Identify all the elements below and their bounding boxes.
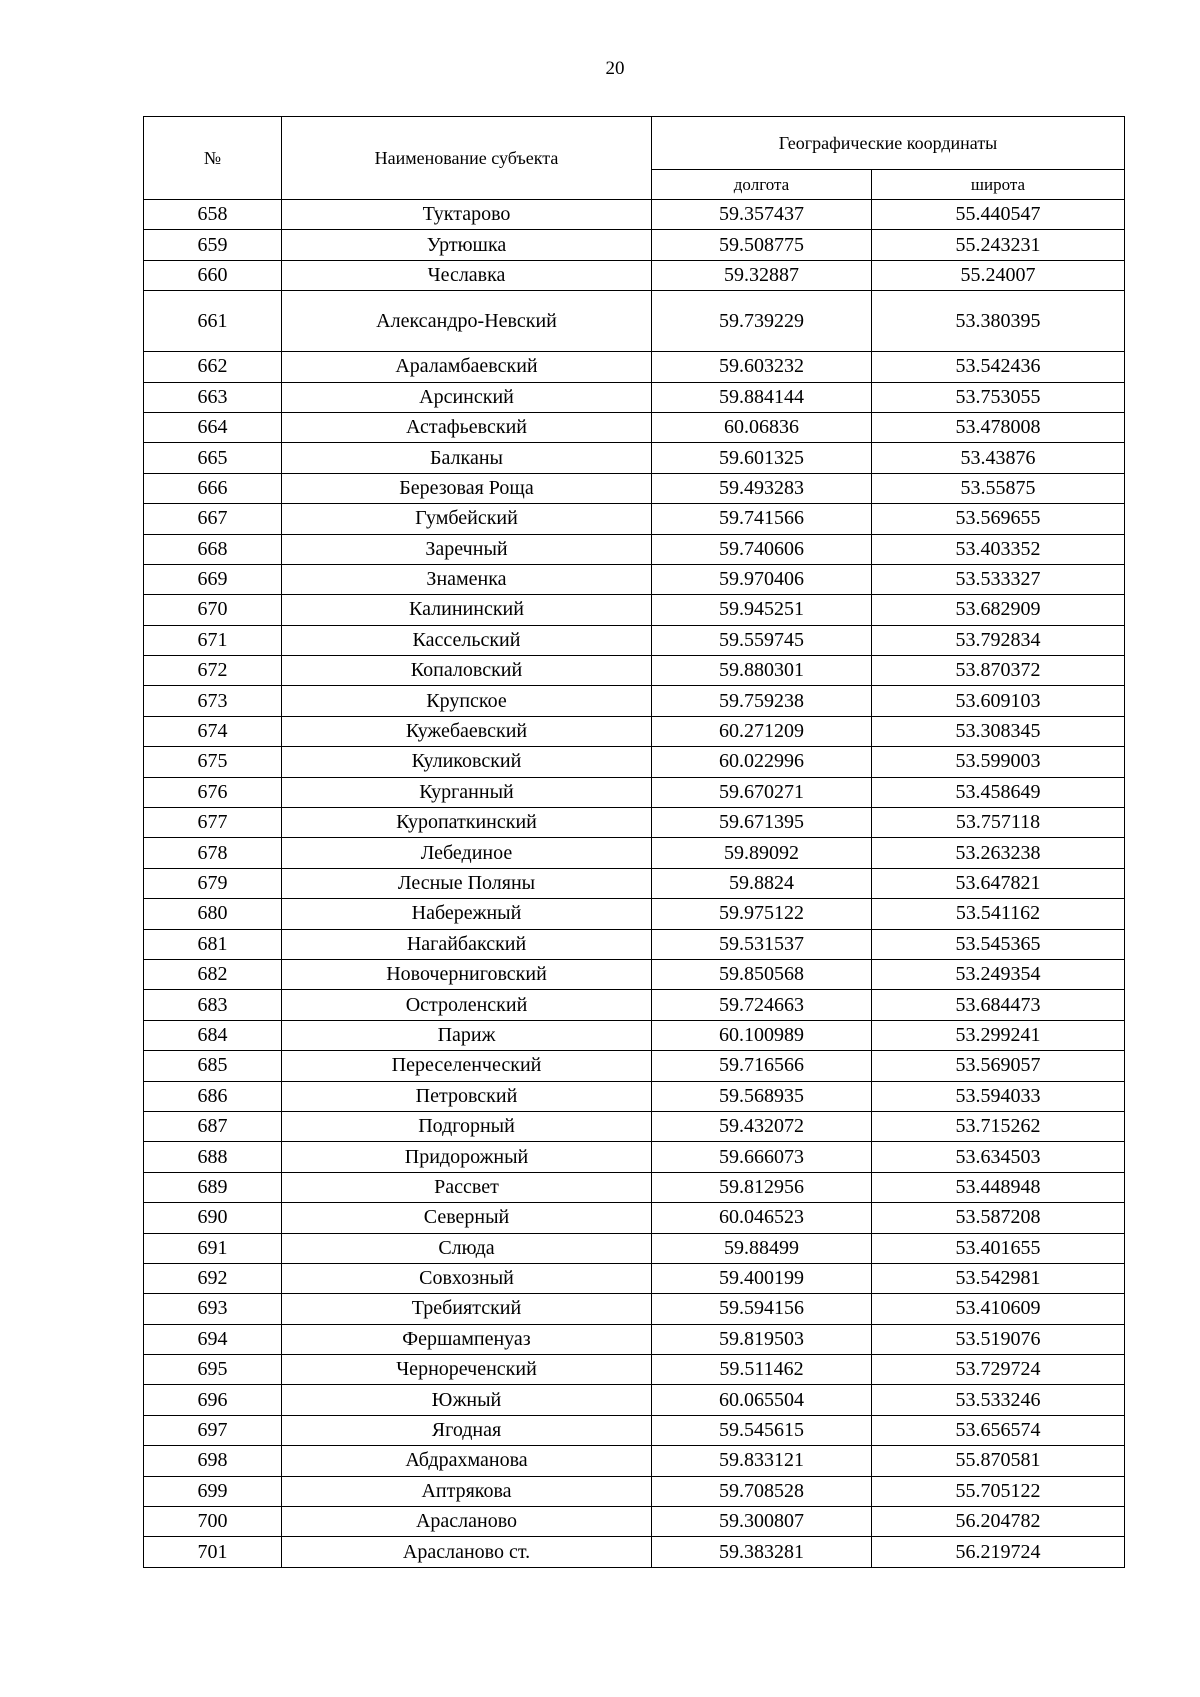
row-longitude-cell: 59.511462: [652, 1355, 872, 1385]
row-number-cell: 668: [144, 534, 282, 564]
row-latitude-cell: 56.204782: [872, 1507, 1125, 1537]
row-number-cell: 669: [144, 564, 282, 594]
row-number-cell: 679: [144, 868, 282, 898]
table-row: [144, 1446, 1125, 1476]
table-row: [144, 1051, 1125, 1081]
row-longitude-cell: 59.568935: [652, 1081, 872, 1111]
row-latitude-cell: 55.243231: [872, 230, 1125, 260]
row-name-cell: Арасланово ст.: [282, 1537, 652, 1567]
row-longitude-cell: 59.666073: [652, 1142, 872, 1172]
row-number-cell: 693: [144, 1294, 282, 1324]
row-longitude-cell: 59.559745: [652, 625, 872, 655]
row-name-cell: Куропаткинский: [282, 808, 652, 838]
row-longitude-cell: 60.065504: [652, 1385, 872, 1415]
row-longitude-cell: 59.884144: [652, 382, 872, 412]
row-number-cell: 675: [144, 747, 282, 777]
row-name-cell: Совхозный: [282, 1263, 652, 1293]
row-latitude-cell: 53.249354: [872, 959, 1125, 989]
row-latitude-cell: 53.519076: [872, 1324, 1125, 1354]
row-number-cell: 667: [144, 504, 282, 534]
row-latitude-cell: 53.682909: [872, 595, 1125, 625]
row-name-cell: Крупское: [282, 686, 652, 716]
coordinates-table: [143, 116, 1125, 1568]
table-row: [144, 1476, 1125, 1506]
table-row: [144, 443, 1125, 473]
row-number-cell: 663: [144, 382, 282, 412]
table-row: [144, 595, 1125, 625]
row-latitude-cell: 53.401655: [872, 1233, 1125, 1263]
row-latitude-cell: 53.43876: [872, 443, 1125, 473]
table-row: [144, 808, 1125, 838]
table-row: [144, 230, 1125, 260]
row-name-cell: Астафьевский: [282, 412, 652, 442]
row-longitude-cell: 59.432072: [652, 1111, 872, 1141]
row-number-cell: 690: [144, 1203, 282, 1233]
row-name-cell: Требиятский: [282, 1294, 652, 1324]
row-number-cell: 680: [144, 899, 282, 929]
row-name-cell: Париж: [282, 1020, 652, 1050]
row-latitude-cell: 55.870581: [872, 1446, 1125, 1476]
table-row: [144, 959, 1125, 989]
row-latitude-cell: 53.458649: [872, 777, 1125, 807]
row-number-cell: 677: [144, 808, 282, 838]
row-name-cell: Кужебаевский: [282, 716, 652, 746]
table-row: [144, 1385, 1125, 1415]
row-latitude-cell: 53.757118: [872, 808, 1125, 838]
row-longitude-cell: 59.493283: [652, 473, 872, 503]
table-row: [144, 1415, 1125, 1445]
row-number-cell: 700: [144, 1507, 282, 1537]
row-longitude-cell: 59.357437: [652, 200, 872, 230]
row-number-cell: 664: [144, 412, 282, 442]
row-latitude-cell: 53.569057: [872, 1051, 1125, 1081]
row-name-cell: Копаловский: [282, 656, 652, 686]
row-longitude-cell: 59.545615: [652, 1415, 872, 1445]
row-latitude-cell: 53.55875: [872, 473, 1125, 503]
header-latitude: широта: [872, 170, 1125, 200]
row-longitude-cell: 59.88499: [652, 1233, 872, 1263]
row-longitude-cell: 59.32887: [652, 260, 872, 290]
table-row: [144, 1233, 1125, 1263]
row-longitude-cell: 59.945251: [652, 595, 872, 625]
row-longitude-cell: 59.716566: [652, 1051, 872, 1081]
row-longitude-cell: 59.8824: [652, 868, 872, 898]
table-row: [144, 504, 1125, 534]
row-name-cell: Лебединое: [282, 838, 652, 868]
row-latitude-cell: 53.656574: [872, 1415, 1125, 1445]
table-row: [144, 1263, 1125, 1293]
row-number-cell: 670: [144, 595, 282, 625]
table-row: [144, 564, 1125, 594]
row-latitude-cell: 53.729724: [872, 1355, 1125, 1385]
row-longitude-cell: 59.740606: [652, 534, 872, 564]
row-name-cell: Подгорный: [282, 1111, 652, 1141]
table-row: [144, 412, 1125, 442]
table-row: [144, 1172, 1125, 1202]
row-name-cell: Петровский: [282, 1081, 652, 1111]
row-latitude-cell: 53.599003: [872, 747, 1125, 777]
row-name-cell: Аптрякова: [282, 1476, 652, 1506]
row-name-cell: Араламбаевский: [282, 352, 652, 382]
row-number-cell: 678: [144, 838, 282, 868]
row-name-cell: Нагайбакский: [282, 929, 652, 959]
table-row: [144, 868, 1125, 898]
table-body: [144, 200, 1125, 1568]
row-latitude-cell: 55.440547: [872, 200, 1125, 230]
row-name-cell: Абдрахманова: [282, 1446, 652, 1476]
row-number-cell: 688: [144, 1142, 282, 1172]
row-number-cell: 683: [144, 990, 282, 1020]
row-number-cell: 672: [144, 656, 282, 686]
row-longitude-cell: 60.06836: [652, 412, 872, 442]
row-number-cell: 701: [144, 1537, 282, 1567]
row-name-cell: Заречный: [282, 534, 652, 564]
table-row: [144, 1020, 1125, 1050]
row-number-cell: 658: [144, 200, 282, 230]
row-longitude-cell: 59.383281: [652, 1537, 872, 1567]
row-latitude-cell: 53.753055: [872, 382, 1125, 412]
table-row: [144, 352, 1125, 382]
row-longitude-cell: 60.100989: [652, 1020, 872, 1050]
row-name-cell: Северный: [282, 1203, 652, 1233]
table-row: [144, 1081, 1125, 1111]
row-number-cell: 687: [144, 1111, 282, 1141]
row-longitude-cell: 60.022996: [652, 747, 872, 777]
row-latitude-cell: 53.569655: [872, 504, 1125, 534]
row-latitude-cell: 53.870372: [872, 656, 1125, 686]
row-latitude-cell: 53.715262: [872, 1111, 1125, 1141]
row-number-cell: 685: [144, 1051, 282, 1081]
row-number-cell: 691: [144, 1233, 282, 1263]
row-longitude-cell: 59.833121: [652, 1446, 872, 1476]
row-longitude-cell: 59.759238: [652, 686, 872, 716]
row-name-cell: Арасланово: [282, 1507, 652, 1537]
row-latitude-cell: 53.542981: [872, 1263, 1125, 1293]
row-latitude-cell: 53.308345: [872, 716, 1125, 746]
row-name-cell: Южный: [282, 1385, 652, 1415]
row-number-cell: 659: [144, 230, 282, 260]
table-row: [144, 990, 1125, 1020]
table-row: [144, 1142, 1125, 1172]
row-number-cell: 676: [144, 777, 282, 807]
row-longitude-cell: 59.819503: [652, 1324, 872, 1354]
row-longitude-cell: 59.812956: [652, 1172, 872, 1202]
row-latitude-cell: 55.24007: [872, 260, 1125, 290]
row-latitude-cell: 53.587208: [872, 1203, 1125, 1233]
row-latitude-cell: 53.263238: [872, 838, 1125, 868]
row-longitude-cell: 59.508775: [652, 230, 872, 260]
row-latitude-cell: 53.634503: [872, 1142, 1125, 1172]
table-row: [144, 1111, 1125, 1141]
row-number-cell: 699: [144, 1476, 282, 1506]
row-number-cell: 689: [144, 1172, 282, 1202]
row-longitude-cell: 59.601325: [652, 443, 872, 473]
row-number-cell: 686: [144, 1081, 282, 1111]
row-latitude-cell: 53.410609: [872, 1294, 1125, 1324]
row-name-cell: Переселенческий: [282, 1051, 652, 1081]
row-number-cell: 694: [144, 1324, 282, 1354]
row-latitude-cell: 53.403352: [872, 534, 1125, 564]
row-name-cell: Ягодная: [282, 1415, 652, 1445]
row-name-cell: Гумбейский: [282, 504, 652, 534]
table-row: [144, 260, 1125, 290]
table-row: [144, 1355, 1125, 1385]
row-longitude-cell: 59.89092: [652, 838, 872, 868]
row-number-cell: 665: [144, 443, 282, 473]
row-number-cell: 660: [144, 260, 282, 290]
row-latitude-cell: 53.380395: [872, 291, 1125, 352]
table-row: [144, 899, 1125, 929]
row-name-cell: Курганный: [282, 777, 652, 807]
row-latitude-cell: 53.299241: [872, 1020, 1125, 1050]
row-longitude-cell: 59.970406: [652, 564, 872, 594]
row-longitude-cell: 60.046523: [652, 1203, 872, 1233]
row-longitude-cell: 59.880301: [652, 656, 872, 686]
row-number-cell: 673: [144, 686, 282, 716]
table-row: [144, 716, 1125, 746]
table-row: [144, 625, 1125, 655]
row-number-cell: 697: [144, 1415, 282, 1445]
row-name-cell: Уртюшка: [282, 230, 652, 260]
row-name-cell: Слюда: [282, 1233, 652, 1263]
row-number-cell: 666: [144, 473, 282, 503]
row-number-cell: 698: [144, 1446, 282, 1476]
table-row: [144, 473, 1125, 503]
header-longitude: долгота: [652, 170, 872, 200]
row-longitude-cell: 59.400199: [652, 1263, 872, 1293]
row-latitude-cell: 53.545365: [872, 929, 1125, 959]
table-row: [144, 200, 1125, 230]
row-number-cell: 681: [144, 929, 282, 959]
row-longitude-cell: 59.300807: [652, 1507, 872, 1537]
row-name-cell: Чеславка: [282, 260, 652, 290]
row-number-cell: 661: [144, 291, 282, 352]
row-latitude-cell: 53.478008: [872, 412, 1125, 442]
header-coordinates: Географические координаты: [652, 117, 1125, 170]
row-name-cell: Александро-Невский: [282, 291, 652, 352]
row-latitude-cell: 53.533327: [872, 564, 1125, 594]
table-row: [144, 382, 1125, 412]
row-number-cell: 671: [144, 625, 282, 655]
row-longitude-cell: 60.271209: [652, 716, 872, 746]
row-name-cell: Знаменка: [282, 564, 652, 594]
row-latitude-cell: 53.533246: [872, 1385, 1125, 1415]
row-latitude-cell: 53.792834: [872, 625, 1125, 655]
row-name-cell: Набережный: [282, 899, 652, 929]
row-latitude-cell: 53.647821: [872, 868, 1125, 898]
row-longitude-cell: 59.739229: [652, 291, 872, 352]
row-name-cell: Придорожный: [282, 1142, 652, 1172]
row-longitude-cell: 59.531537: [652, 929, 872, 959]
row-name-cell: Березовая Роща: [282, 473, 652, 503]
row-latitude-cell: 53.448948: [872, 1172, 1125, 1202]
row-latitude-cell: 53.684473: [872, 990, 1125, 1020]
row-longitude-cell: 59.724663: [652, 990, 872, 1020]
table-row: [144, 1537, 1125, 1567]
row-number-cell: 696: [144, 1385, 282, 1415]
table-row: [144, 291, 1125, 352]
row-longitude-cell: 59.708528: [652, 1476, 872, 1506]
table-row: [144, 1507, 1125, 1537]
row-number-cell: 695: [144, 1355, 282, 1385]
table-row: [144, 686, 1125, 716]
table-row: [144, 929, 1125, 959]
row-name-cell: Новочерниговский: [282, 959, 652, 989]
row-name-cell: Рассвет: [282, 1172, 652, 1202]
row-number-cell: 692: [144, 1263, 282, 1293]
row-longitude-cell: 59.975122: [652, 899, 872, 929]
row-latitude-cell: 53.542436: [872, 352, 1125, 382]
row-longitude-cell: 59.670271: [652, 777, 872, 807]
table-row: [144, 1203, 1125, 1233]
row-name-cell: Фершампенуаз: [282, 1324, 652, 1354]
row-name-cell: Куликовский: [282, 747, 652, 777]
row-name-cell: Арсинский: [282, 382, 652, 412]
row-name-cell: Балканы: [282, 443, 652, 473]
row-longitude-cell: 59.850568: [652, 959, 872, 989]
row-longitude-cell: 59.603232: [652, 352, 872, 382]
row-number-cell: 682: [144, 959, 282, 989]
header-number: №: [144, 117, 282, 200]
row-number-cell: 674: [144, 716, 282, 746]
table-row: [144, 747, 1125, 777]
table-row: [144, 838, 1125, 868]
row-name-cell: Кассельский: [282, 625, 652, 655]
row-longitude-cell: 59.741566: [652, 504, 872, 534]
row-longitude-cell: 59.671395: [652, 808, 872, 838]
table-row: [144, 777, 1125, 807]
table-row: [144, 656, 1125, 686]
row-longitude-cell: 59.594156: [652, 1294, 872, 1324]
header-name: Наименование субъекта: [282, 117, 652, 200]
row-name-cell: Лесные Поляны: [282, 868, 652, 898]
table-row: [144, 1324, 1125, 1354]
row-name-cell: Остроленский: [282, 990, 652, 1020]
table-row: [144, 1294, 1125, 1324]
table-row: [144, 534, 1125, 564]
row-latitude-cell: 53.541162: [872, 899, 1125, 929]
row-latitude-cell: 56.219724: [872, 1537, 1125, 1567]
page-number: 20: [605, 58, 625, 79]
row-number-cell: 662: [144, 352, 282, 382]
row-name-cell: Калининский: [282, 595, 652, 625]
row-latitude-cell: 53.609103: [872, 686, 1125, 716]
row-latitude-cell: 55.705122: [872, 1476, 1125, 1506]
row-latitude-cell: 53.594033: [872, 1081, 1125, 1111]
row-name-cell: Чернореченский: [282, 1355, 652, 1385]
row-name-cell: Туктарово: [282, 200, 652, 230]
row-number-cell: 684: [144, 1020, 282, 1050]
